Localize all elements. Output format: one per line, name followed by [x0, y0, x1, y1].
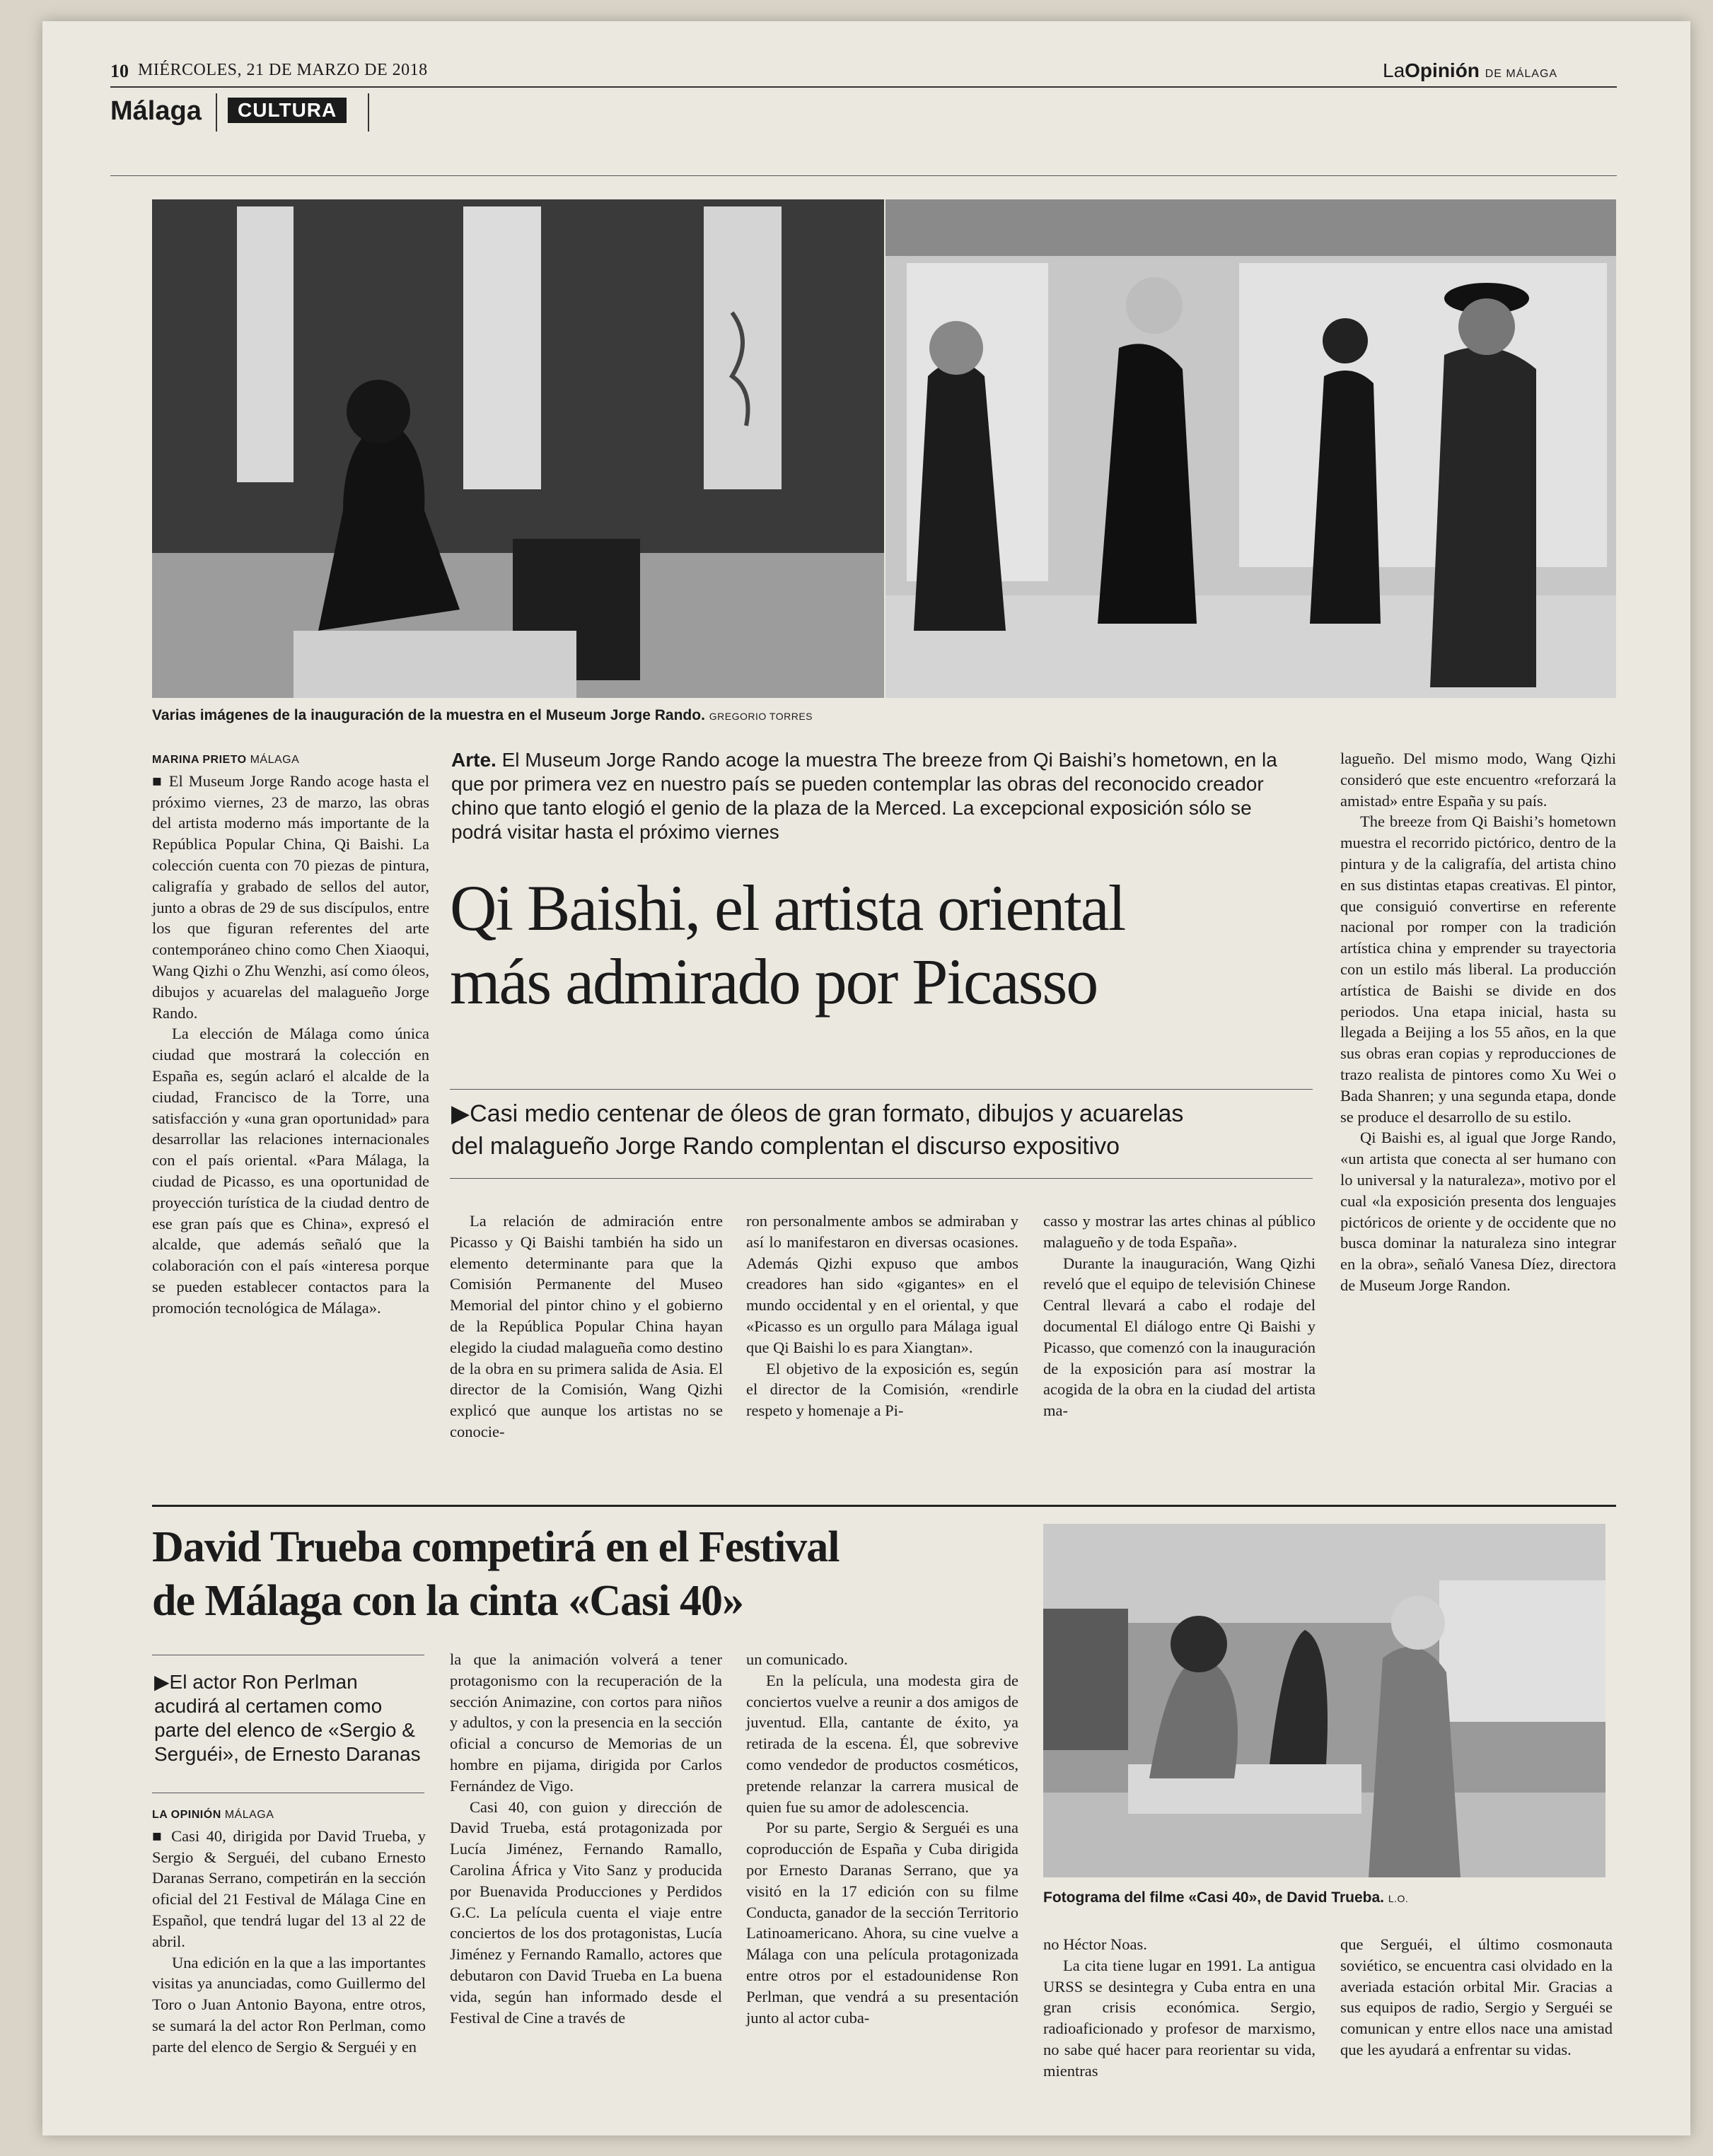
- second-story-column-1: [152, 1805, 426, 2058]
- deck-rule-bottom: [450, 1178, 1313, 1179]
- exhibition-photo-left: [152, 199, 884, 698]
- film-still-caption-text: Fotograma del filme «Casi 40», de David Trueba.: [1043, 1889, 1384, 1906]
- headline-line: Qi Baishi, el artista oriental: [450, 872, 1125, 944]
- second-story-paragraph: La cita tiene lugar en 1991. La antigua URSS se desintegra y Cuba entra en una gran crisis económica. Sergio, radioaficionado y profesor de marxismo, no sabe qué hacer para reorientar su vida, mientras: [1043, 1956, 1316, 2080]
- headline-line: de Málaga con la cinta «Casi 40»: [152, 1577, 743, 1625]
- top-photo-caption: [152, 707, 813, 724]
- byline-place: MÁLAGA: [224, 1809, 274, 1821]
- second-story-paragraph: que Serguéi, el último cosmonauta soviético, se encuentra casi olvidado en la averiada estación orbital Mir. Gracias a sus equipos de radio, Sergio y Serguéi se comunican y entre ellos nace una amistad que les ayudará a enfrentar su vidas.: [1340, 1935, 1613, 2058]
- second-story-paragraph: un comunicado.: [746, 1650, 848, 1668]
- top-story-paragraph: La elección de Málaga como única ciudad que mostrará la colección en España es, según aclaró el alcalde de la ciudad, Francisco de la Torre, una satisfacción y «una gran oportunidad» para desarrollar las relaciones internacionales con el país oriental. «Para Málaga, la ciudad de Picasso, es una oportunidad de proyección turística de la ciudad dentro de ese gran país que es China», expresó el alcalde, que además señaló que la colaboración con el país «interesa porque se pueden establecer contactos para la promoción tecnológica de Málaga».: [152, 1025, 429, 1317]
- exhibition-photo-right-image: [885, 199, 1616, 698]
- top-story-paragraph: ron personalmente ambos se admiraban y así lo manifestaron en diversas ocasiones. Además Qizhi expuso que ambos creadores han sido «gigantes» en el mundo occidental y en el oriental, y que «Picasso es un orgullo para Málaga igual que Qi Baishi lo es para Xiangtan».: [746, 1212, 1018, 1356]
- top-story-paragraph: lagueño. Del mismo modo, Wang Qizhi consideró que este encuentro «reforzará la amistad» entre España y su país.: [1340, 750, 1616, 810]
- top-story-deck: [451, 1097, 1314, 1163]
- top-story-paragraph: El objetivo de la exposición es, según el director de la Comisión, «rendirle respeto y homenaje a Pi-: [746, 1359, 1018, 1420]
- masthead-la: La: [1383, 59, 1405, 81]
- top-story-column-1: [152, 750, 429, 1319]
- top-story-headline: [450, 871, 1334, 1018]
- header-divider: [216, 93, 217, 132]
- byline-name: MARINA PRIETO: [152, 754, 247, 766]
- top-story-column-4: [1043, 1211, 1316, 1421]
- second-story-paragraph: En la película, una modesta gira de conciertos vuelve a reunir a dos amigos de juventud. Ella, cantante de éxito, ya retirada de la escena. Él, que sobrevive como vendedor de productos cosméticos, pretende relanzar la carrera musical de quien fue su amor de adolescencia.: [746, 1671, 1018, 1816]
- top-story-paragraph: Durante la inauguración, Wang Qizhi reveló que el equipo de televisión Chinese Central llevará a cabo el rodaje del documental El diálogo entre Qi Baishi y Picasso, que comenzó con la inauguración de la exposición para así mostrar la acogida de la obra en la ciudad del artista ma-: [1043, 1254, 1316, 1420]
- deck-rule-top: [450, 1089, 1313, 1090]
- second-story-byline: [152, 1805, 426, 1826]
- dateline: MIÉRCOLES, 21 DE MARZO DE 2018: [138, 61, 428, 79]
- headline-line: David Trueba competirá en el Festival: [152, 1523, 840, 1571]
- film-still-photo-image: [1043, 1524, 1605, 1877]
- top-story-column-2: [450, 1211, 723, 1443]
- header-divider: [368, 93, 369, 132]
- film-still-caption: [1043, 1889, 1609, 1906]
- kicker-text: El Museum Jorge Rando acoge la muestra The breeze from Qi Baishi’s hometown, en la que por primera vez en nuestro país se pueden contemplar las obras del reconocido creador chino que tanto elogió el genio de la plaza de la Merced. La excepcional exposición sólo se podrá visitar hasta el próximo viernes: [451, 749, 1277, 843]
- byline-place: MÁLAGA: [250, 754, 300, 766]
- masthead-opinion: Opinión: [1405, 59, 1480, 81]
- kicker-label: Arte.: [451, 749, 497, 771]
- second-story-paragraph: la que la animación volverá a tener protagonismo con la recuperación de la sección Animazine, con cortos para niños y adultos, y con la presencia en la sección oficial a concurso de Memorias de un hombre en pijama, dirigida por Carlos Fernández de Vigo.: [450, 1650, 722, 1795]
- header-rule: [110, 86, 1617, 88]
- second-story-column-5: [1340, 1934, 1613, 2061]
- second-story-paragraph: no Héctor Noas.: [1043, 1935, 1147, 1953]
- masthead: [1383, 59, 1557, 82]
- masthead-city: DE MÁLAGA: [1485, 68, 1558, 80]
- second-story-column-3: [746, 1649, 1018, 2028]
- section-name: Málaga: [110, 96, 202, 126]
- top-story-paragraph: The breeze from Qi Baishi’s hometown muestra el recorrido pictórico, dentro de la pintura y de la caligrafía, del artista chino en sus distintas etapas creativas. El pintor, que consiguió convertirse en referente nacional por romper con la tradición artística china y emprender su trayectoria con un estilo más liberal. La producción artística de Baishi se divide en dos periodos. Una etapa inicial, hasta su llegada a Beijing a los 55 años, en la que sus obras eran copias y reproducciones de trazo realista de pintores como Xu Wei o Bada Shanren; y una segunda etapa, donde se produce el desarrollo de su estilo.: [1340, 812, 1616, 1126]
- top-story-column-3: [746, 1211, 1018, 1421]
- second-story-column-2: [450, 1649, 722, 2028]
- top-story-kicker: [451, 748, 1296, 844]
- second-story-column-4: [1043, 1934, 1316, 2082]
- section-tag: CULTURA: [228, 98, 347, 123]
- second-story-paragraph: Casi 40, con guion y dirección de David Trueba, está protagonizada por Lucía Jiménez, Fernando Ramallo, Carolina África y Vito Sanz y producida por Buenavida Producciones y Perdidos G.C. La película cuenta el viaje entre conciertos de los dos protagonistas, Lucía Jiménez y Fernando Ramallo, actores que debutaron con David Trueba en La buena vida, según han informado desde el Festival de Cine a través de: [450, 1797, 722, 2027]
- exhibition-photo-right: [885, 199, 1616, 698]
- top-story-paragraph: Qi Baishi es, al igual que Jorge Rando, «un artista que conecta al ser humano con lo universal y la naturaleza», motivo por el cual «la exposición presenta dos lenguajes pictóricos de oriente y de occidente que no busca dominar la naturaleza sino integrar en la obra», señaló Vanesa Díez, directora de Museum Jorge Randon.: [1340, 1129, 1616, 1294]
- exhibition-photo-left-image: [152, 199, 884, 698]
- deck-line: del malagueño Jorge Rando complentan el discurso expositivo: [451, 1133, 1120, 1160]
- top-story-paragraph: La relación de admiración entre Picasso y Qi Baishi también ha sido un elemento determinante para que la Comisión Permanente del Museo Memorial del pintor chino y el gobierno de la República Popular China hayan elegido la ciudad malagueña como destino de la obra en su primera salida de Asia. El director de la Comisión, Wang Qizhi explicó que aunque los artistas no se conocie-: [450, 1212, 723, 1440]
- story-divider: [152, 1505, 1616, 1507]
- page-number: 10: [110, 61, 129, 81]
- film-still-credit: L.O.: [1388, 1893, 1409, 1904]
- top-story-byline: [152, 750, 429, 771]
- byline-name: LA OPINIÓN: [152, 1809, 221, 1821]
- deck-line: ▶Casi medio centenar de óleos de gran formato, dibujos y acuarelas: [451, 1100, 1184, 1127]
- top-photo-credit: GREGORIO TORRES: [709, 711, 813, 722]
- top-story-paragraph: casso y mostrar las artes chinas al público malagueño y de toda España».: [1043, 1212, 1316, 1251]
- film-still-photo: [1043, 1524, 1605, 1877]
- second-story-deck: ▶El actor Ron Perlman acudirá al certamen como parte del elenco de «Sergio & Serguéi», de Ernesto Daranas: [154, 1671, 421, 1765]
- top-story-column-5: [1340, 748, 1616, 1296]
- second-story-paragraph: ■ Casi 40, dirigida por David Trueba, y Sergio & Serguéi, del cubano Ernesto Daranas Serrano, competirán en la sección oficial del 21 Festival de Málaga Cine en Español, que tendrá lugar del 13 al 22 de abril.: [152, 1826, 426, 1950]
- top-photo-caption-text: Varias imágenes de la inauguración de la muestra en el Museum Jorge Rando.: [152, 707, 705, 723]
- headline-line: más admirado por Picasso: [450, 945, 1098, 1018]
- header-rule-bottom: [110, 175, 1617, 176]
- second-story-paragraph: Por su parte, Sergio & Serguéi es una coproducción de España y Cuba dirigida por Ernesto Daranas Serrano, que ya visitó en la 17 edición con su filme Conducta, ganador de la sección Territorio Latinoamericano. Ahora, su cine vuelve a Málaga con una película protagonizada entre otros por el estadounidense Ron Perlman, que vendrá a su presentación junto al actor cuba-: [746, 1819, 1018, 2027]
- top-story-paragraph: ■ El Museum Jorge Rando acoge hasta el próximo viernes, 23 de marzo, las obras del artista moderno más importante de la República Popular China, Qi Baishi. La colección cuenta con 70 piezas de pintura, caligrafía y grabado de sellos del autor, junto a obras de 29 de sus discípulos, entre los que figuran referentes del arte contemporáneo chino como Chen Xiaoqui, Wang Qizhi o Zhu Wenzhi, así como óleos, dibujos y acuarelas del malagueño Jorge Rando.: [152, 771, 429, 1022]
- second-story-headline: [152, 1520, 1029, 1628]
- second-story-paragraph: Una edición en la que a las importantes visitas ya anunciadas, como Guillermo del Toro o Juan Antonio Bayona, entre otros, se sumará la del actor Ron Perlman, como parte del elenco de Sergio & Serguéi y en: [152, 1953, 426, 2056]
